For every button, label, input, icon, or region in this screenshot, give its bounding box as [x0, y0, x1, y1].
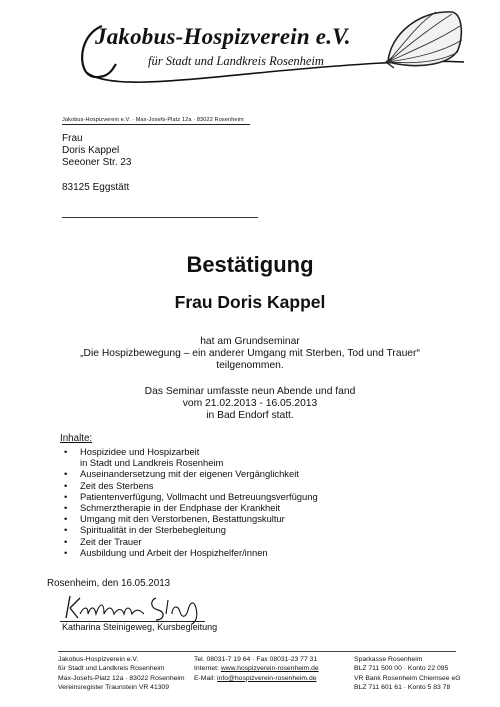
footer-org-register: Vereinsregister Traunstein VR 41309 — [58, 684, 170, 692]
organization-subtitle: für Stadt und Landkreis Rosenheim — [148, 54, 324, 68]
footer-org-name: Jakobus-Hospizverein e.V. — [58, 656, 139, 663]
list-item-text: Umgang mit den Verstorbenen, Bestattungskultur — [80, 513, 285, 525]
list-item-text: Spiritualität in der Sterbebegleitung — [80, 524, 226, 536]
organization-name: Jakobus-Hospizverein e.V. — [95, 24, 351, 49]
recipient-heading: Frau Doris Kappel — [174, 292, 326, 312]
list-item — [64, 524, 394, 535]
list-item — [64, 457, 394, 468]
bullet-icon: • — [64, 535, 68, 547]
list-item — [64, 468, 394, 479]
recipient-salutation: Frau — [62, 133, 83, 144]
list-item — [64, 491, 394, 502]
footer-email-label: E-Mail: — [194, 674, 218, 682]
footer-bank-1: Sparkasse Rosenheim — [354, 656, 423, 663]
recipient-city: 83125 Eggstätt — [62, 182, 130, 193]
separator-line — [62, 217, 258, 218]
sender-underline — [62, 124, 250, 125]
footer-org-address: Max-Josefs-Platz 12a · 83022 Rosenheim — [58, 674, 185, 682]
footer-divider — [58, 651, 456, 652]
list-item-text: Hospizidee und Hospizarbeit — [80, 446, 200, 457]
footer-phone: Tel. 08031-7 19 64 · Fax 08031-23 77 31 — [194, 656, 318, 663]
list-item-text: Ausbildung und Arbeit der Hospizhelfer/innen — [80, 546, 268, 558]
list-item — [64, 502, 394, 513]
seminar-title: „Die Hospizbewegung – ein anderer Umgang mit Sterben, Tod und Trauer“ — [80, 348, 420, 359]
contents-label: Inhalte: — [60, 433, 93, 444]
shell-logo-icon — [380, 4, 466, 76]
footer-website-link[interactable]: www.hospizverein-rosenheim.de — [220, 665, 319, 673]
document-title: Bestätigung — [186, 252, 314, 277]
list-item-text: Patientenverfügung, Vollmacht und Betreuungsverfügung — [80, 490, 318, 502]
list-item — [64, 480, 394, 491]
list-item-text: Zeit des Sterbens — [80, 479, 154, 491]
seminar-intro: hat am Grundseminar — [200, 336, 300, 347]
list-item-text: Schmerztherapie in der Endphase der Krankheit — [80, 502, 281, 514]
seminar-location: in Bad Endorf statt. — [206, 410, 294, 421]
list-item — [64, 536, 394, 547]
recipient-name: Doris Kappel — [62, 145, 120, 156]
list-item-text: Auseinandersetzung mit der eigenen Vergänglichkeit — [80, 468, 299, 480]
recipient-street: Seeoner Str. 23 — [62, 157, 132, 168]
signer-name: Katharina Steinigeweg, Kursbegleitung — [62, 622, 218, 632]
bullet-icon: • — [64, 513, 68, 525]
list-item-text: Zeit der Trauer — [80, 535, 142, 547]
seminar-participation: teilgenommen. — [216, 360, 284, 371]
bullet-icon: • — [64, 546, 68, 558]
footer-internet-label: Internet: — [194, 665, 221, 673]
footer-organization — [58, 655, 185, 693]
list-item — [64, 513, 394, 524]
sender-address-line: Jakobus-Hospizverein e.V. · Max-Josefs-Platz 12a · 83022 Rosenheim — [62, 117, 244, 123]
list-item — [64, 446, 394, 457]
bullet-icon: • — [64, 468, 68, 480]
footer-contact — [194, 655, 319, 683]
bullet-icon: • — [64, 479, 68, 491]
bullet-icon: • — [64, 490, 68, 502]
list-item — [64, 547, 394, 558]
footer-bank-2: VR Bank Rosenheim Chiemsee eG — [354, 674, 461, 682]
footer-email-link[interactable]: info@hospizverein-rosenheim.de — [217, 674, 317, 682]
footer-bank-2-account: BLZ 711 601 61 · Konto 5 83 78 — [354, 684, 451, 692]
seminar-duration: Das Seminar umfasste neun Abende und fand — [144, 386, 356, 397]
footer-bank-1-account: BLZ 711 500 00 · Konto 22 095 — [354, 665, 449, 673]
footer-org-region: für Stadt und Landkreis Rosenheim — [58, 665, 165, 673]
bullet-icon: • — [64, 524, 68, 536]
place-and-date: Rosenheim, den 16.05.2013 — [47, 578, 171, 589]
bullet-icon: • — [64, 502, 68, 514]
bullet-icon: • — [64, 446, 68, 457]
contents-list — [64, 446, 394, 558]
list-item-text: in Stadt und Landkreis Rosenheim — [80, 457, 224, 469]
footer-bank — [354, 655, 461, 693]
seminar-dates: vom 21.02.2013 - 16.05.2013 — [182, 398, 318, 409]
